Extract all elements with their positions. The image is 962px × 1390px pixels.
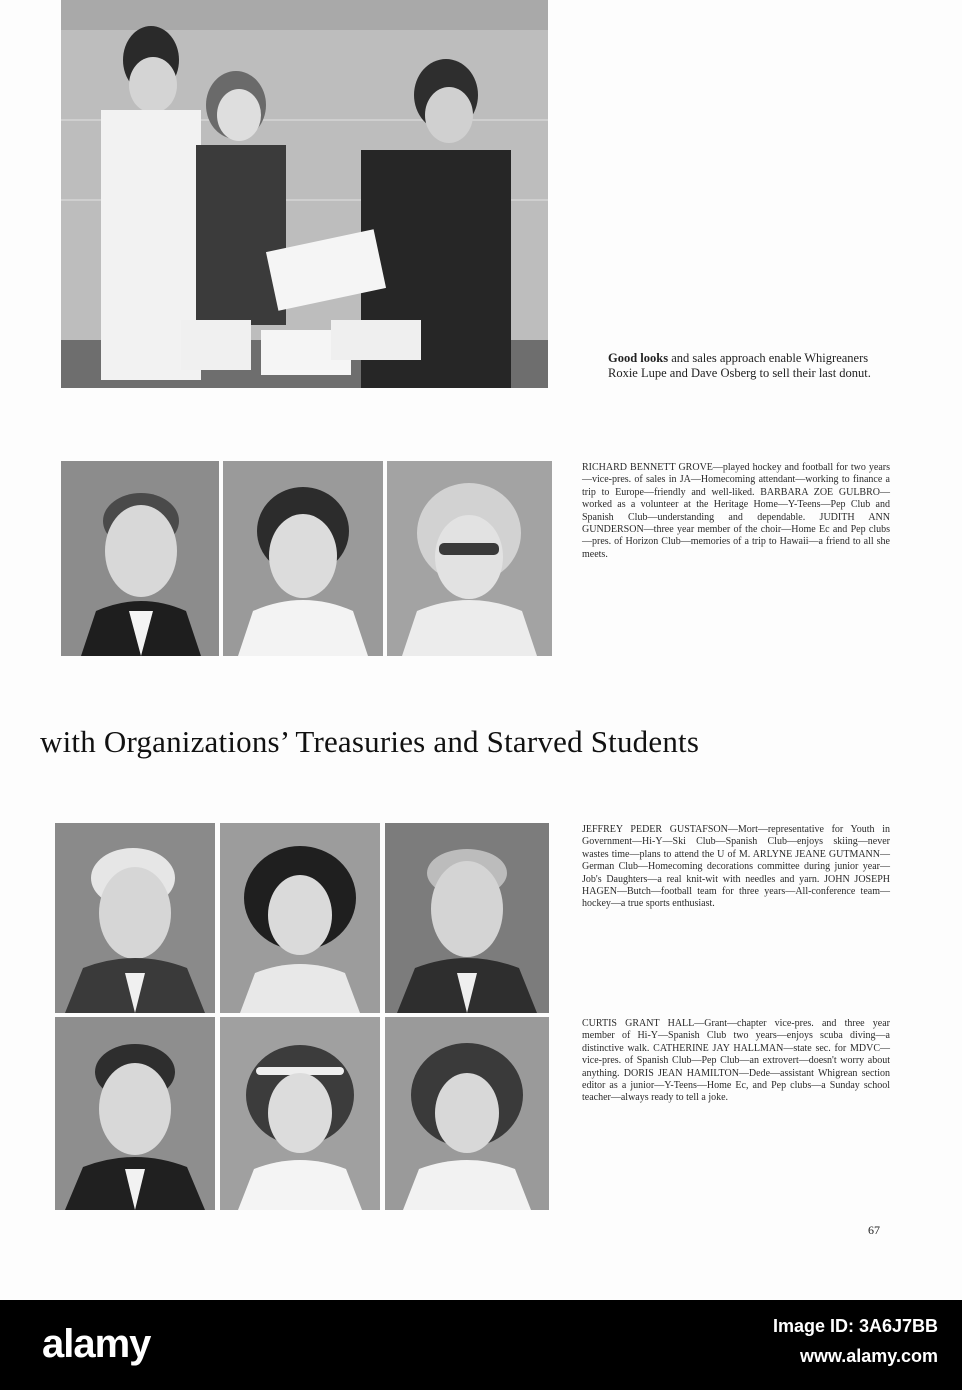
bio-block-row-3: CURTIS GRANT HALL—Grant—chapter vice-pres. and three year member of Hi-Y—Spanish Club two years—enjoys scuba diving—a distinctive walk. CATHERINE JAY HALLMAN—state sec. for MDVC—vice-pres. of Spanish Club—Pep Club—an extrovert—doesn't worry about anything. DORIS JEAN HAMILTON—Dede—assistant Whigrean section editor as a junior—Y-Teens—Home Ec, and Pep clubs—a Sunday school teacher—always ready to tell a joke. bbox=[582, 1018, 890, 1104]
portrait-doris-hamilton bbox=[385, 1017, 549, 1210]
portrait-richard-grove bbox=[61, 461, 219, 656]
page-headline: with Organizations’ Treasuries and Starved Students bbox=[40, 724, 700, 759]
caption-bold-lead: Good looks bbox=[608, 351, 669, 365]
portrait-arlyne-gutmann bbox=[220, 823, 380, 1013]
portrait-barbara-gulbro bbox=[223, 461, 383, 656]
site-url: www.alamy.com bbox=[799, 1346, 938, 1366]
image-id-label: Image ID: 3A6J7BB bbox=[772, 1316, 938, 1336]
bio-block-row-2: JEFFREY PEDER GUSTAFSON—Mort—representative for Youth in Government—Hi-Y—Ski Club—Spanish Club—enjoys skiing—never wastes time—plans to attend the U of M. ARLYNE JEANE GUTMANN—German Club—Homecoming decorations committee during junior year—Job's Daughters—a real knit-wit with needles and yarn. JOHN JOSEPH HAGEN—Butch—football team for three years—All-conference team—hockey—a true sports enthusiast. bbox=[582, 824, 890, 910]
stock-footer-bar bbox=[0, 1300, 962, 1390]
brand-logo: alamy bbox=[42, 1322, 151, 1366]
caption-text: and sales approach enable Whigreaners Roxie Lupe and Dave Osberg to sell their last donut. bbox=[608, 351, 871, 380]
portrait-judith-gunderson bbox=[387, 461, 552, 656]
donut-sale-photo bbox=[61, 0, 548, 388]
portrait-curtis-hall bbox=[55, 1017, 215, 1210]
portrait-jeffrey-gustafson bbox=[55, 823, 215, 1013]
bio-block-row-1: RICHARD BENNETT GROVE—played hockey and football for two years—vice-pres. of sales in JA—Homecoming attendant—working to finance a trip to Europe—friendly and well-liked. BARBARA ZOE GULBRO—worked as a volunteer at the Heritage Home—Y-Teens—Pep Club and Spanish Club—understanding and dependable. JUDITH ANN GUNDERSON—three year member of the choir—Home Ec and Pep clubs—pres. of Horizon Club—memories of a trip to Hawaii—a friend to all she meets. bbox=[582, 462, 890, 560]
portrait-catherine-hallman bbox=[220, 1017, 380, 1210]
top-photo-caption bbox=[608, 351, 898, 381]
page-number: 67 bbox=[868, 1223, 880, 1237]
portrait-john-hagen bbox=[385, 823, 549, 1013]
